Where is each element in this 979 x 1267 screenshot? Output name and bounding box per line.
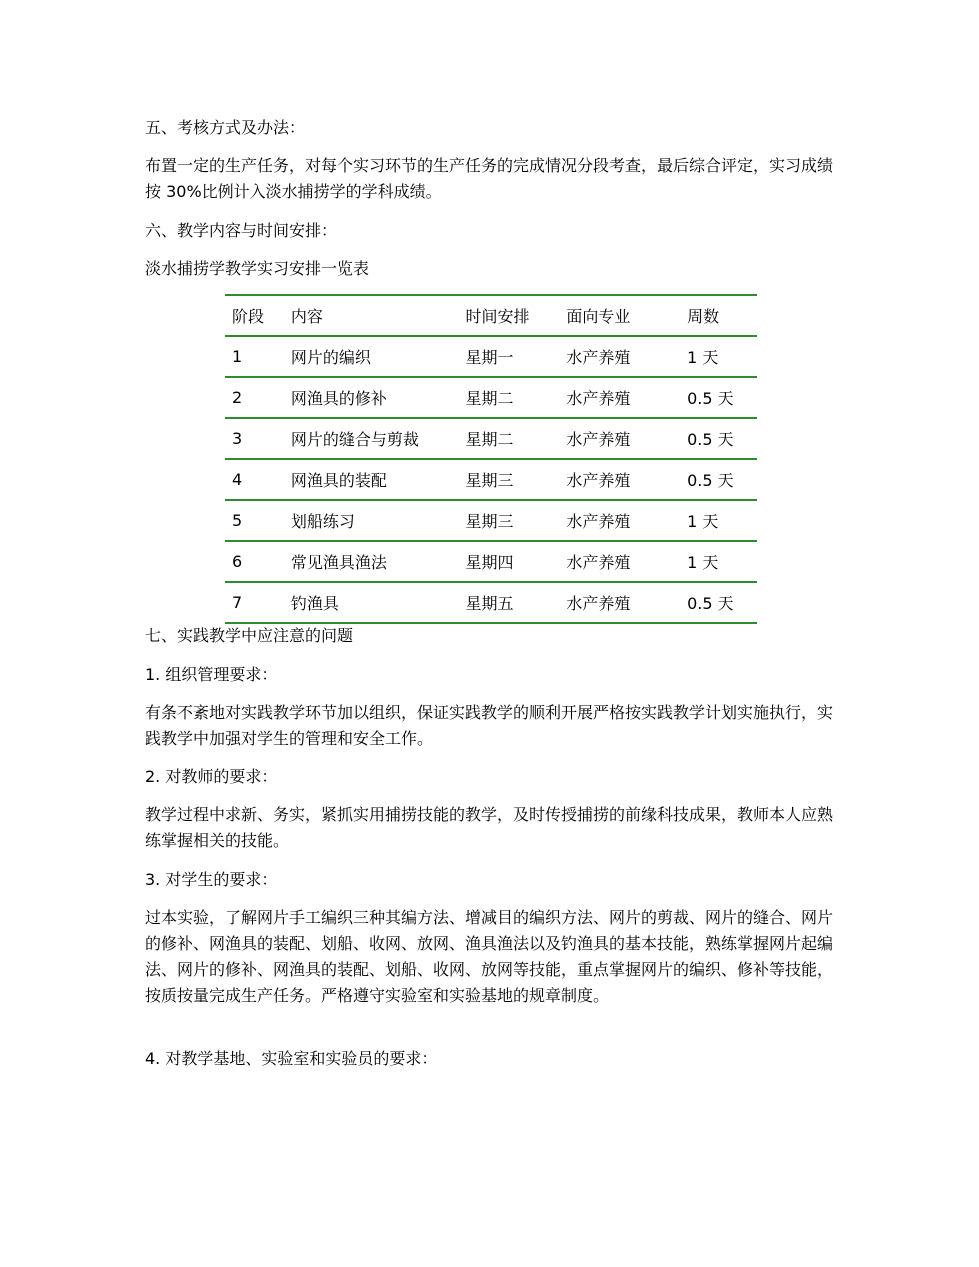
cell-major: 水产养殖: [559, 418, 680, 459]
cell-stage: 7: [225, 582, 284, 623]
cell-time: 星期一: [459, 336, 560, 377]
cell-major: 水产养殖: [559, 582, 680, 623]
cell-content: 钓渔具: [284, 582, 459, 623]
header-major: 面向专业: [559, 295, 680, 336]
cell-content: 网片的编织: [284, 336, 459, 377]
cell-content: 网渔具的装配: [284, 459, 459, 500]
cell-weeks: 0.5 天: [680, 582, 757, 623]
header-content: 内容: [284, 295, 459, 336]
table-row: [225, 377, 757, 418]
cell-weeks: 0.5 天: [680, 459, 757, 500]
cell-weeks: 1 天: [680, 500, 757, 541]
requirement-2-heading: 2. 对教师的要求：: [145, 767, 278, 786]
table-row: [225, 541, 757, 582]
table-row: [225, 582, 757, 623]
header-time: 时间安排: [459, 295, 560, 336]
cell-weeks: 1 天: [680, 541, 757, 582]
cell-major: 水产养殖: [559, 336, 680, 377]
requirement-1-body: 有条不紊地对实践教学环节加以组织，保证实践教学的顺利开展严格按实践教学计划实施执行，实践教学中加强对学生的管理和安全工作。: [145, 703, 834, 748]
cell-stage: 1: [225, 336, 284, 377]
cell-major: 水产养殖: [559, 459, 680, 500]
cell-content: 网渔具的修补: [284, 377, 459, 418]
cell-weeks: 1 天: [680, 336, 757, 377]
cell-content: 网片的缝合与剪裁: [284, 418, 459, 459]
table-row: [225, 418, 757, 459]
requirement-4-heading: 4. 对教学基地、实验室和实验员的要求：: [145, 1049, 438, 1068]
requirement-3-heading: 3. 对学生的要求：: [145, 870, 278, 889]
cell-stage: 5: [225, 500, 284, 541]
table-row: [225, 500, 757, 541]
cell-time: 星期三: [459, 500, 560, 541]
section-6-heading: 六、教学内容与时间安排：: [145, 221, 338, 240]
cell-time: 星期五: [459, 582, 560, 623]
cell-weeks: 0.5 天: [680, 377, 757, 418]
header-stage: 阶段: [225, 295, 284, 336]
cell-time: 星期二: [459, 377, 560, 418]
header-weeks: 周数: [680, 295, 757, 336]
table-row: [225, 336, 757, 377]
cell-major: 水产养殖: [559, 541, 680, 582]
section-7-heading: 七、实践教学中应注意的问题: [145, 626, 354, 645]
table-caption: 淡水捕捞学教学实习安排一览表: [145, 259, 370, 278]
section-5-body: 布置一定的生产任务，对每个实习环节的生产任务的完成情况分段考查，最后综合评定，实习成绩按 30%比例计入淡水捕捞学的学科成绩。: [145, 156, 834, 201]
requirement-1-heading: 1. 组织管理要求：: [145, 665, 278, 684]
cell-stage: 3: [225, 418, 284, 459]
section-5-heading: 五、考核方式及办法：: [145, 118, 306, 137]
cell-time: 星期三: [459, 459, 560, 500]
schedule-table: [225, 294, 757, 624]
cell-time: 星期四: [459, 541, 560, 582]
cell-stage: 4: [225, 459, 284, 500]
table-header-row: [225, 295, 757, 336]
cell-weeks: 0.5 天: [680, 418, 757, 459]
cell-major: 水产养殖: [559, 500, 680, 541]
requirement-2-body: 教学过程中求新、务实，紧抓实用捕捞技能的教学，及时传授捕捞的前缘科技成果，教师本人应熟练掌握相关的技能。: [145, 805, 834, 850]
cell-stage: 2: [225, 377, 284, 418]
cell-time: 星期二: [459, 418, 560, 459]
requirement-3-body: 过本实验，了解网片手工编织三种其编方法、增减目的编织方法、网片的剪裁、网片的缝合、网片的修补、网渔具的装配、划船、收网、放网、渔具渔法以及钓渔具的基本技能，熟练掌握网片起编法、网片的修补、网渔具的装配、划船、收网、放网等技能，重点掌握网片的编织、修补等技能，按质按量完成生产任务。严格遵守实验室和实验基地的规章制度。: [145, 908, 834, 1005]
cell-stage: 6: [225, 541, 284, 582]
cell-content: 划船练习: [284, 500, 459, 541]
cell-content: 常见渔具渔法: [284, 541, 459, 582]
table-row: [225, 459, 757, 500]
cell-major: 水产养殖: [559, 377, 680, 418]
